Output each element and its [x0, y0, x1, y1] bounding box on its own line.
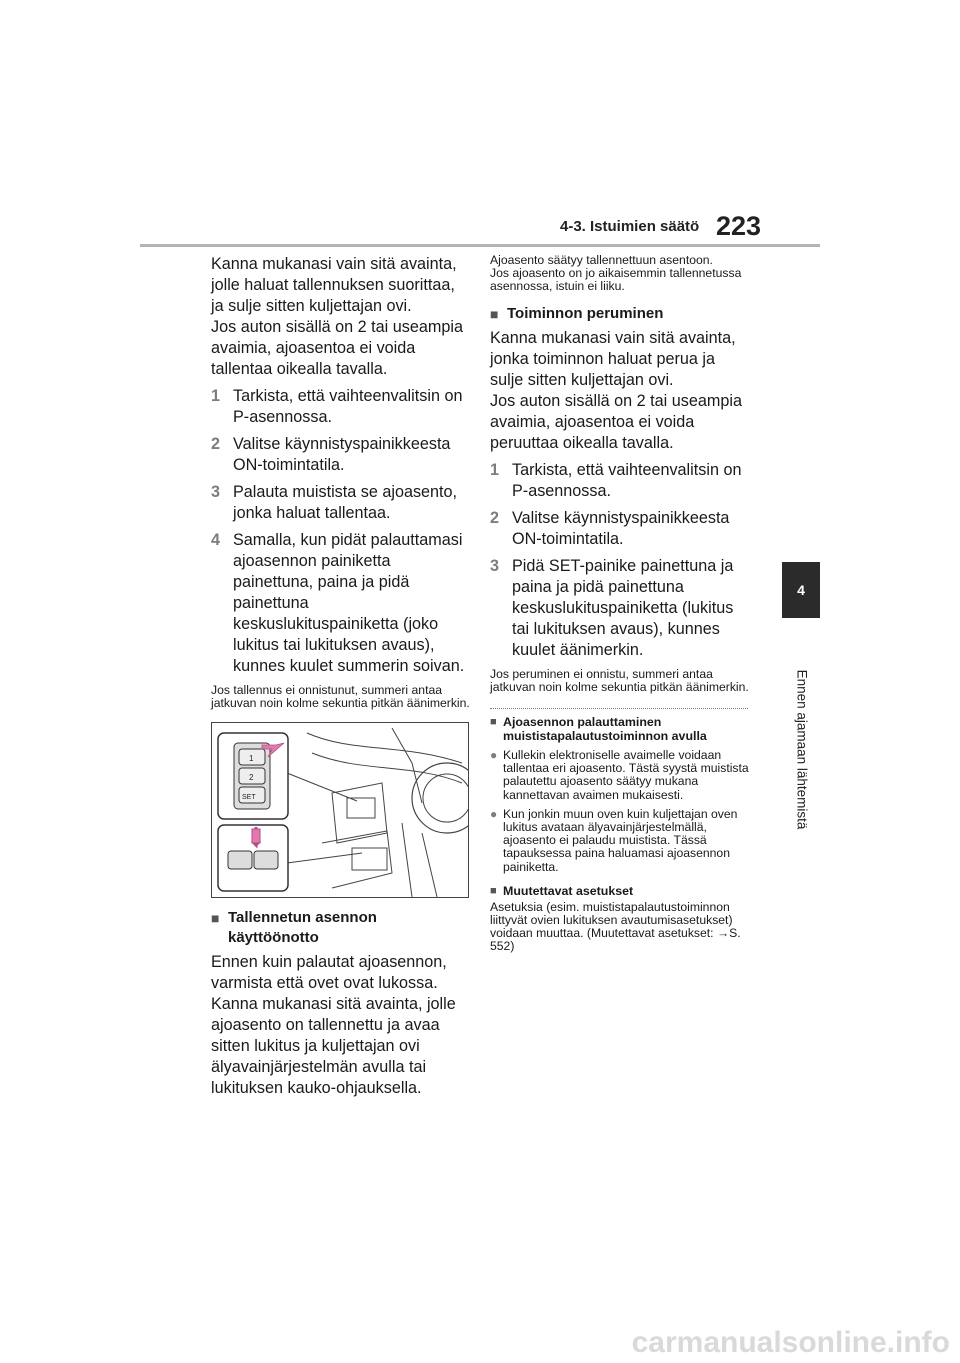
chapter-side-title-text: Ennen ajamaan lähtemistä: [794, 669, 810, 830]
section-title: 4-3. Istuimien säätö: [560, 218, 700, 235]
intro-small-2: Jos ajoasento on jo aikaisemmin tallennetussa asennossa, istuin ei liiku.: [490, 266, 742, 294]
subheading-text: Ajoasennon palauttaminen muististapalautustoiminnon avulla: [503, 715, 707, 744]
step-item: [211, 530, 471, 677]
step-item: [490, 556, 750, 661]
body-text-1: Ennen kuin palautat ajoasennon, varmista että ovet ovat lukossa.: [211, 953, 447, 993]
square-bullet-icon: ■: [490, 305, 499, 322]
intro-text-2: Jos auton sisällä on 2 tai useampia avaimia, ajoasentoa ei voida tallentaa oikealla tavalla.: [211, 318, 463, 378]
left-column: [211, 254, 471, 1099]
step-text: Tarkista, että vaihteenvalitsin on P-asennossa.: [512, 460, 742, 500]
heading-text: Tallennetun asennon käyttöönotto: [228, 909, 377, 947]
step-item: [211, 482, 471, 524]
door-panel-drawing: [212, 723, 468, 897]
memory-button-2-label: 2: [249, 773, 254, 783]
circle-bullet-icon: ●: [490, 748, 498, 763]
step-number: 1: [490, 460, 500, 479]
body-text-2: Kanna mukanasi sitä avainta, jolle ajoasento on tallennettu ja avaa sitten lukitus ja kuljettajan ovi älyavainjärjestelmän avulla tai lukituksen kauko-ohjauksella.: [211, 995, 456, 1098]
step-text: Palauta muistista se ajoasento, jonka haluat tallentaa.: [233, 483, 458, 522]
bullet-text: Kun jonkin muun oven kuin kuljettajan oven lukitus avataan älyavainjärjestelmällä, ajoasento ei palaudu muistista. Tässä tapauksessa paina haluamasi ajoasennon painiketta.: [503, 806, 738, 874]
heading-text: Toiminnon peruminen: [507, 304, 664, 322]
page-number: 223: [716, 211, 762, 241]
step-item: [211, 434, 471, 476]
step-text: Samalla, kun pidät palauttamasi ajoasennon painiketta painettuna, paina ja pidä painettuna keskuslukituspainiketta (joko lukitus tai lukituksen avaus), kunnes kuulet summerin soivan.: [233, 531, 465, 675]
set-button-label: SET: [242, 794, 256, 802]
step-text: Tarkista, että vaihteenvalitsin on P-asennossa.: [233, 387, 463, 426]
circle-bullet-icon: ●: [490, 806, 498, 821]
step-number: 3: [211, 483, 221, 501]
cancel-body-2: Jos auton sisällä on 2 tai useampia avaimia, ajoasentoa ei voida peruuttaa oikealla tavalla.: [490, 391, 742, 452]
memory-button-illustration: [211, 722, 469, 898]
chapter-tab[interactable]: 4: [782, 562, 820, 618]
heading-use-stored-position: [211, 908, 471, 948]
intro-small-1: Ajoasento säätyy tallennettuun asentoon.: [490, 253, 713, 267]
bullet-text: Kullekin elektroniselle avaimelle voidaan tallentaa eri ajoasento. Tästä syystä muistista palautettu ajoasento säätyy mukana kannettavan avaimen mukaisesti.: [503, 748, 749, 802]
step-number: 2: [211, 435, 221, 453]
intro-text-1: Kanna mukanasi vain sitä avainta, jolle haluat tallennuksen suorittaa, ja sulje sitten kuljettajan ovi.: [211, 255, 457, 315]
store-failure-note: Jos tallennus ei onnistunut, summeri antaa jatkuvan noin kolme sekuntia pitkän äänimerkin.: [211, 683, 470, 711]
step-number: 4: [211, 531, 221, 549]
dotted-divider: [490, 708, 748, 709]
square-bullet-icon: ■: [490, 884, 497, 897]
square-bullet-icon: ■: [211, 910, 220, 927]
cancel-body-1: Kanna mukanasi vain sitä avainta, jonka toiminnon haluat perua ja sulje sitten kuljettajan ovi.: [490, 328, 736, 389]
step-text: Valitse käynnistyspainikkeesta ON-toimintatila.: [512, 508, 730, 548]
subheading-text: Muutettavat asetukset: [503, 883, 634, 898]
step-item: [490, 460, 750, 502]
bullet-item: [490, 808, 750, 874]
subheading-memory-recall: [490, 715, 750, 743]
header-rule: [140, 244, 820, 247]
step-text: Pidä SET-painike painettuna ja paina ja pidä painettuna keskuslukituspainiketta (lukitus tai lukituksen avaus), kunnes kuulet äänimerkin.: [512, 556, 734, 659]
step-number: 1: [211, 387, 221, 405]
bullet-item: [490, 749, 750, 802]
cancel-failure-note: Jos peruminen ei onnistu, summeri antaa jatkuvan noin kolme sekuntia pitkän äänimerkin.: [490, 666, 749, 694]
step-item: [211, 386, 471, 428]
memory-button-1-label: 1: [249, 754, 254, 764]
step-number: 3: [490, 556, 500, 575]
subheading-settings: [490, 884, 750, 898]
square-bullet-icon: ■: [490, 716, 497, 729]
settings-text[interactable]: Asetuksia (esim. muististapalautustoiminnon liittyvät ovien lukituksen avautumisasetukset) voidaan muuttaa. (Muutettavat asetukset: →S. 552): [490, 899, 741, 954]
step-text: Valitse käynnistyspainikkeesta ON-toimintatila.: [233, 435, 451, 474]
watermark-text: carmanualsonline.info: [631, 1330, 950, 1358]
right-column: [490, 254, 750, 954]
footer-watermark: [0, 1330, 960, 1358]
heading-cancel: [490, 304, 750, 324]
chapter-side-title: [788, 632, 816, 872]
step-number: 2: [490, 508, 500, 527]
step-item: [490, 508, 750, 550]
